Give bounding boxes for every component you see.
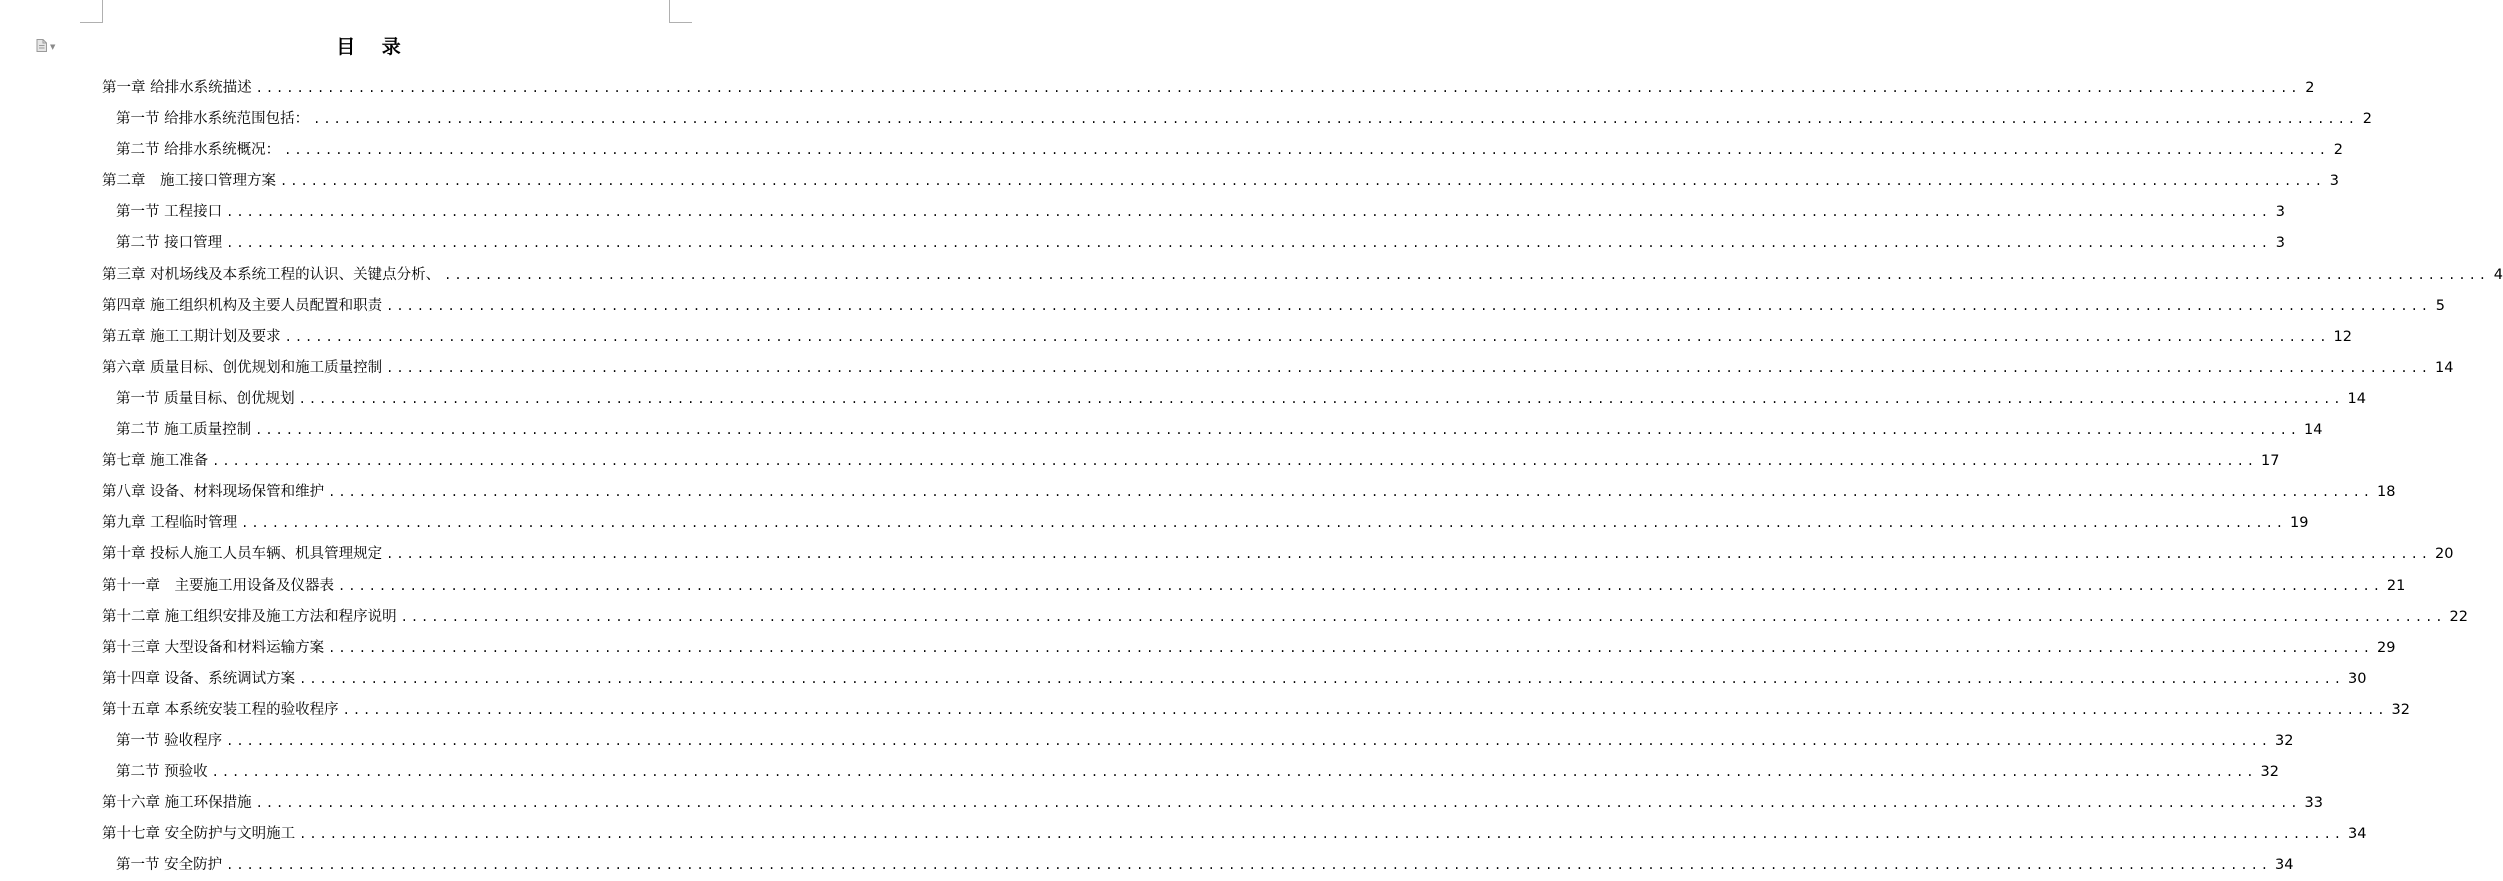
toc-leader-dots: ........................................................................................................................................................................................................ [226,733,2272,748]
toc-entry-title: 第七章 施工准备 [102,453,209,470]
toc-entry[interactable] [102,446,2280,477]
toc-entry[interactable] [102,135,2344,166]
toc-entry-title: 第四章 施工组织机构及主要人员配置和职责 [102,297,383,314]
toc-entry[interactable] [102,539,2454,570]
toc-entry-title: 第八章 设备、材料现场保管和维护 [102,484,325,501]
toc-entry[interactable] [102,508,2309,539]
toc-page-number: 14 [2304,422,2323,439]
toc-leader-dots: ........................................................................................................................................................................................................ [284,143,2330,158]
toc-entry-title: 第二章 施工接口管理方案 [102,173,276,190]
toc-entry-title: 第三章 对机场线及本系统工程的认识、关键点分析、 [102,266,441,283]
margin-mark-top-left [80,0,103,23]
toc-page-number: 5 [2435,297,2446,314]
toc-page-number: 4 [2493,266,2503,283]
toc-entry-title: 第十二章 施工组织安排及施工方法和程序说明 [102,608,397,625]
toc-entry-title: 第十四章 设备、系统调试方案 [102,670,296,687]
toc-page-number: 18 [2377,484,2396,501]
toc-entry-title: 第二节 施工质量控制 [116,422,252,439]
toc-entry-title: 第一节 验收程序 [116,732,223,749]
toc-leader-dots: ........................................................................................................................................................................................................ [386,547,2432,562]
toc-page-number: 3 [2275,235,2286,252]
toc-leader-dots: ........................................................................................................................................................................................................ [255,423,2301,438]
toc-page-number: 14 [2347,390,2366,407]
toc-leader-dots: ........................................................................................................................................................................................................ [386,360,2432,375]
toc-entry[interactable] [102,322,2352,353]
toc-page-number: 32 [2275,732,2294,749]
toc-entry-title: 第十一章 主要施工用设备及仪器表 [102,577,334,594]
toc-entry[interactable] [102,384,2366,415]
toc-entry-title: 第十三章 大型设备和材料运输方案 [102,639,325,656]
margin-mark-top-right [669,0,692,23]
toc-leader-dots: ........................................................................................................................................................................................................ [313,112,2359,127]
toc-entry[interactable] [102,415,2323,446]
toc-entry[interactable] [102,602,2468,633]
toc-page-number: 2 [2362,111,2373,128]
toc-entry-title: 第二节 接口管理 [116,235,223,252]
toc-page-number: 29 [2377,639,2396,656]
toc-leader-dots: ........................................................................................................................................................................................................ [226,858,2272,873]
toc-entry[interactable] [102,166,2339,197]
toc-page-number: 17 [2261,453,2280,470]
chevron-down-icon: ▼ [50,42,56,51]
toc-entry[interactable] [102,726,2294,757]
toc-leader-dots: ........................................................................................................................................................................................................ [280,174,2325,189]
toc-entry[interactable] [102,477,2396,508]
toc-entry[interactable] [102,695,2410,726]
toc-entry-title: 第十七章 安全防护与文明施工 [102,826,296,843]
toc-entry-title: 第十六章 施工环保措施 [102,795,252,812]
toc-page-number: 19 [2290,515,2309,532]
toc-entry[interactable] [102,788,2323,819]
toc-leader-dots: ........................................................................................................................................................................................................ [299,827,2345,842]
toc-page-number: 33 [2304,795,2323,812]
toc-entry-title: 第九章 工程临时管理 [102,515,238,532]
toc-entry-title: 第六章 质量目标、创优规划和施工质量控制 [102,359,383,376]
toc-page-number: 32 [2260,764,2279,781]
toc-page-number: 30 [2348,670,2367,687]
toc-leader-dots: ........................................................................................................................................................................................................ [212,454,2258,469]
toc-entry[interactable] [102,73,2315,104]
toc-page-number: 34 [2275,857,2294,874]
toc-leader-dots: ........................................................................................................................................................................................................ [284,329,2330,344]
toc-page-number: 34 [2348,826,2367,843]
toc-leader-dots: ........................................................................................................................................................................................................ [400,609,2446,624]
toc-entry[interactable] [102,260,2503,291]
toc-leader-dots: ........................................................................................................................................................................................................ [342,702,2388,717]
toc-leader-dots: ........................................................................................................................................................................................................ [241,516,2287,531]
toc-leader-dots: ........................................................................................................................................................................................................ [386,298,2432,313]
toc-leader-dots: ........................................................................................................................................................................................................ [444,267,2490,282]
toc-page-number: 3 [2275,204,2286,221]
toc-page-number: 3 [2329,173,2339,190]
toc-leader-dots: ........................................................................................................................................................................................................ [255,796,2301,811]
toc-entry[interactable] [102,571,2406,602]
toc-leader-dots: ........................................................................................................................................................................................................ [328,640,2374,655]
toc-entry-title: 第二节 预验收 [116,764,208,781]
toc-entry[interactable] [102,197,2286,228]
toc-leader-dots: ........................................................................................................................................................................................................ [298,391,2344,406]
toc-entry[interactable] [102,291,2446,322]
table-of-contents [102,73,2503,881]
toc-entry-title: 第五章 施工工期计划及要求 [102,328,281,345]
toc-page-number: 21 [2386,577,2406,594]
toc-page-number: 14 [2435,359,2454,376]
toc-entry[interactable] [102,228,2286,259]
toc-entry-title: 第一节 工程接口 [116,204,223,221]
toc-entry-title: 第十五章 本系统安装工程的验收程序 [102,701,339,718]
toc-entry[interactable] [102,633,2396,664]
toc-entry-title: 第一节 给排水系统范围包括： [116,111,310,128]
toc-entry-title: 第一章 给排水系统描述 [102,80,252,96]
toc-leader-dots: ........................................................................................................................................................................................................ [299,671,2345,686]
toc-page-number: 22 [2449,608,2468,625]
toc-entry[interactable] [102,850,2294,881]
toc-entry[interactable] [102,104,2373,135]
toc-entry-title: 第二节 给排水系统概况： [116,142,281,159]
toc-page-number: 12 [2333,328,2352,345]
toc-entry-title: 第十章 投标人施工人员车辆、机具管理规定 [102,546,383,563]
toc-leader-dots: ........................................................................................................................................................................................................ [338,578,2383,593]
toc-leader-dots: ........................................................................................................................................................................................................ [226,236,2272,251]
toc-entry-title: 第一节 质量目标、创优规划 [116,390,295,407]
toc-leader-dots: ........................................................................................................................................................................................................ [255,81,2301,95]
toc-leader-dots: ........................................................................................................................................................................................................ [211,765,2257,780]
toc-entry-title: 第一节 安全防护 [116,857,223,874]
toc-page-number: 2 [2305,80,2315,96]
toc-page-number: 32 [2391,701,2410,718]
toc-entry[interactable] [102,664,2367,695]
toc-entry[interactable] [102,757,2279,788]
toc-page-number: 2 [2333,142,2344,159]
toc-entry[interactable] [102,819,2367,850]
toc-leader-dots: ........................................................................................................................................................................................................ [226,205,2272,220]
toc-entry[interactable] [102,353,2454,384]
toc-leader-dots: ........................................................................................................................................................................................................ [328,485,2374,500]
toc-page-number: 20 [2435,546,2454,563]
page-title: 目 录 [336,36,411,58]
